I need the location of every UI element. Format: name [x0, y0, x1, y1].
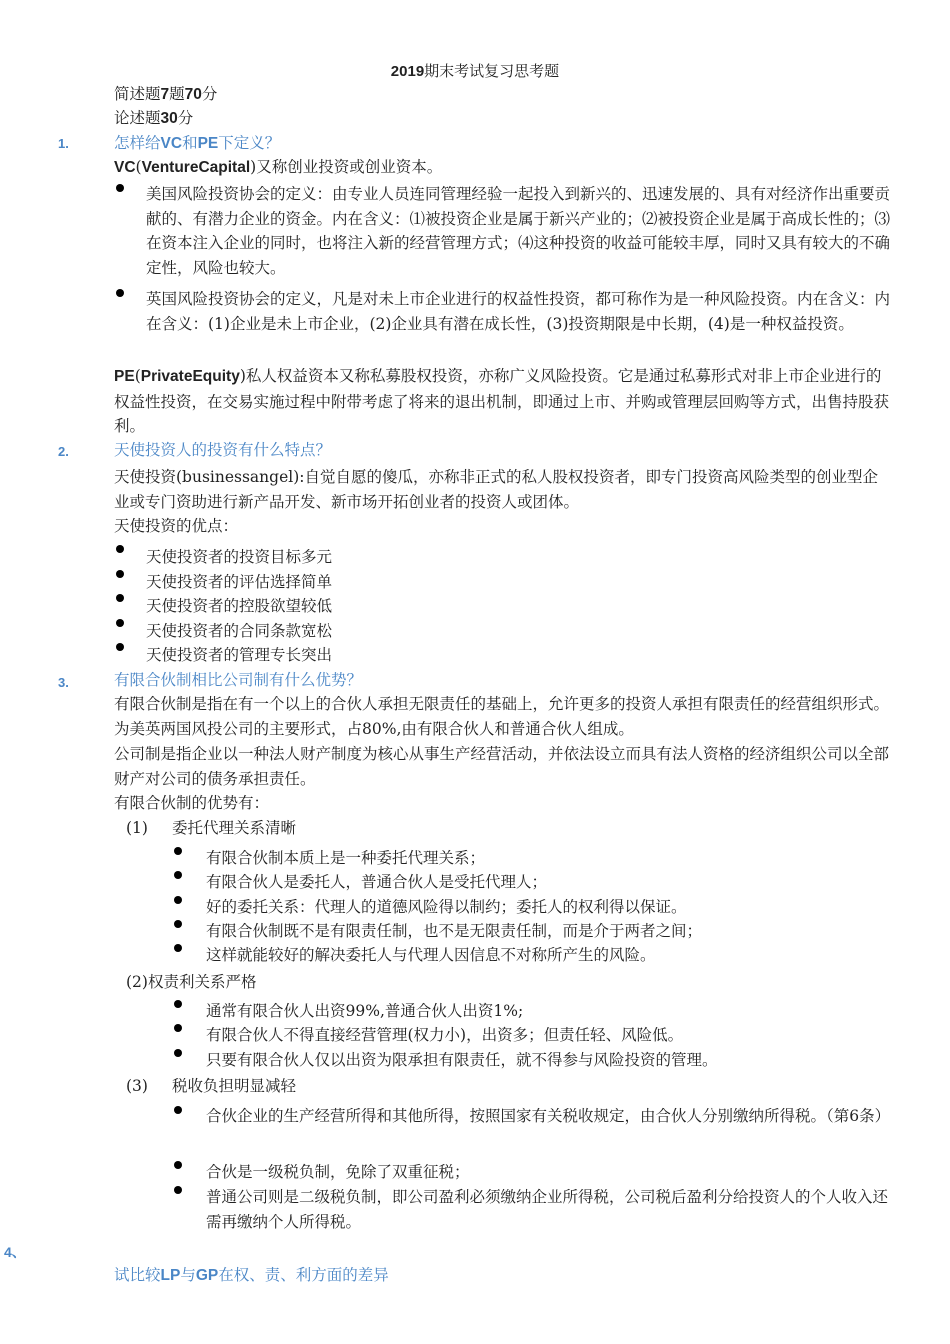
- list-item: 有限合伙人是委托人，普通合伙人是受托代理人；: [206, 873, 548, 891]
- list-item: 这样就能较好的解决委托人与代理人因信息不对称所产生的风险。: [206, 946, 656, 964]
- question-1-number: 1.: [58, 136, 69, 151]
- bullet-icon: [116, 594, 124, 602]
- list-item: 有限合伙人不得直接经营管理(权力小)，出资多；但责任轻、风险低。: [206, 1026, 684, 1044]
- bullet-icon: [116, 289, 124, 297]
- bullet-icon: [174, 896, 182, 904]
- essay-pre: 论述题: [114, 109, 161, 127]
- corp-definition: 公司制是指企业以一种法人财产制度为核心从事生产经营活动，并依法设立而具有法人资格的经济组织公司以全部财产对公司的债务承担责任。: [114, 745, 890, 788]
- list-item: 只要有限合伙人仅以出资为限承担有限责任，就不得参与风险投资的管理。: [206, 1051, 718, 1069]
- bullet-icon: [116, 545, 124, 553]
- short-score: 70: [184, 86, 202, 103]
- bullet-icon: [174, 847, 182, 855]
- q4-title-mid: 与: [180, 1266, 196, 1284]
- q1-title-pe: PE: [197, 135, 219, 152]
- bullet-icon: [174, 1000, 182, 1008]
- title-text: 期末考试复习思考题: [424, 62, 560, 80]
- bullet-icon: [174, 1161, 182, 1169]
- bullet-icon: [174, 1049, 182, 1057]
- list-item: 通常有限合伙人出资99%,普通合伙人出资1%;: [206, 1002, 524, 1020]
- list-item: 有限合伙制本质上是一种委托代理关系；: [206, 849, 486, 867]
- section-3-label: (3): [126, 1077, 148, 1095]
- question-4-number: 4、: [4, 1244, 26, 1260]
- short-pre: 简述题: [114, 85, 161, 103]
- pe-rest: 私人权益资本又称私募股权投资，亦称广义风险投资。它是通过私募形式对非上市企业进行的权益性投资，在交易实施过程中附带考虑了将来的退出机制，即通过上市、并购或管理层回购等方式，出售持股获利。: [114, 367, 890, 435]
- bullet-icon: [116, 643, 124, 651]
- angel-definition: 天使投资(businessangel):自觉自愿的傻瓜，亦称非正式的私人股权投资者，即专门投资高风险类型的创业型企业或专门资助进行新产品开发、新市场开拓创业者的投资人或团体。: [114, 468, 878, 511]
- section-2-title: (2)权责利关系严格: [126, 973, 257, 991]
- list-item: 天使投资者的投资目标多元: [146, 548, 333, 566]
- pe-definition: PE(PrivateEquity)私人权益资本又称私募股权投资，亦称广义风险投资。它是通过私募形式对非上市企业进行的权益性投资，在交易实施过程中附带考虑了将来的退出机制，即通过上市、并购或管理层回购等方式，出售持股获利。: [114, 367, 890, 435]
- short-answer-info: [114, 82, 894, 107]
- bullet-icon: [174, 1106, 182, 1114]
- short-mid: 题: [169, 85, 185, 103]
- list-item: 合伙是一级税负制，免除了双重征税；: [206, 1163, 470, 1181]
- question-3-number: 3.: [58, 675, 69, 690]
- list-item: 天使投资者的合同条款宽松: [146, 622, 333, 640]
- list-item: 天使投资者的评估选择简单: [146, 573, 333, 591]
- section-3-title: 税收负担明显减轻: [172, 1077, 297, 1095]
- bullet-icon: [174, 1024, 182, 1032]
- question-3-heading: 有限合伙制相比公司制有什么优势？: [114, 671, 363, 689]
- section-1-label: (1): [126, 819, 148, 837]
- list-item: 合伙企业的生产经营所得和其他所得，按照国家有关税收规定，由合伙人分别缴纳所得税。（第6条）: [206, 1107, 891, 1125]
- bullet-icon: [174, 871, 182, 879]
- q1-title-pre: 怎样给: [114, 134, 161, 152]
- question-1-heading: [114, 131, 280, 156]
- bullet-icon: [174, 944, 182, 952]
- bullet-icon: [174, 1186, 182, 1194]
- section-1-title: 委托代理关系清晰: [172, 819, 297, 837]
- q4-title-lp: LP: [160, 1267, 181, 1284]
- essay-info: [114, 106, 894, 131]
- q4-title-gp: GP: [195, 1267, 219, 1284]
- question-4-heading: [114, 1263, 389, 1288]
- bullet-icon: [116, 184, 124, 192]
- vc-rest: 又称创业投资或创业资本。: [256, 158, 443, 176]
- q1-title-vc: VC: [160, 135, 183, 152]
- vc-abbr: VC: [114, 159, 136, 176]
- q4-title-pre: 试比较: [114, 1266, 161, 1284]
- title-year: 2019: [390, 63, 425, 80]
- list-item: 好的委托关系：代理人的道德风险得以制约；委托人的权利得以保证。: [206, 898, 687, 916]
- list-item: 英国风险投资协会的定义，凡是对未上市企业进行的权益性投资，都可称作为是一种风险投资。内在含义：内在含义：(1)企业是未上市企业，(2)企业具有潜在成长性，(3)投资期限是中长期，(4)是一种权益投资。: [146, 290, 891, 333]
- short-post: 分: [201, 85, 218, 103]
- list-item: 天使投资者的控股欲望较低: [146, 597, 333, 615]
- list-item: 有限合伙制既不是有限责任制，也不是无限责任制，而是介于两者之间；: [206, 922, 703, 940]
- essay-score: 30: [160, 110, 178, 127]
- bullet-icon: [116, 570, 124, 578]
- list-item: 普通公司则是二级税负制，即公司盈利必须缴纳企业所得税，公司税后盈利分给投资人的个人收入还需再缴纳个人所得税。: [206, 1188, 889, 1231]
- vc-full: VentureCapital: [141, 159, 251, 176]
- bullet-icon: [174, 920, 182, 928]
- q1-title-and: 和: [182, 134, 198, 152]
- pe-abbr: PE: [114, 368, 135, 385]
- pe-full: PrivateEquity: [140, 368, 240, 385]
- lp-adv-label: 有限合伙制的优势有：: [114, 794, 270, 812]
- vc-definition: VC(VentureCapital)又称创业投资或创业资本。: [114, 158, 443, 176]
- document-title: [0, 60, 950, 81]
- essay-post: 分: [177, 109, 194, 127]
- q1-title-post: 下定义？: [218, 134, 281, 152]
- bullet-icon: [116, 619, 124, 627]
- question-2-number: 2.: [58, 444, 69, 459]
- lp-definition: 有限合伙制是指在有一个以上的合伙人承担无限责任的基础上，允许更多的投资人承担有限责任的经营组织形式。为美英两国风投公司的主要形式，占80%,由有限合伙人和普通合伙人组成。: [114, 695, 890, 738]
- list-item: 美国风险投资协会的定义：由专业人员连同管理经验一起投入到新兴的、迅速发展的、具有对经济作出重要贡献的、有潜力企业的资金。内在含义：⑴被投资企业是属于新兴产业的；⑵被投资企业是属于高成长性的；⑶在资本注入企业的同时，也将注入新的经营管理方式；⑷这种投资的收益可能较丰厚，同时又具有较大的不确定性，风险也较大。: [146, 185, 891, 277]
- angel-adv-label: 天使投资的优点：: [114, 517, 239, 535]
- question-2-heading: 天使投资人的投资有什么特点？: [114, 441, 332, 459]
- q4-title-post: 在权、责、利方面的差异: [218, 1266, 389, 1284]
- list-item: 天使投资者的管理专长突出: [146, 646, 333, 664]
- short-count: 7: [160, 86, 170, 103]
